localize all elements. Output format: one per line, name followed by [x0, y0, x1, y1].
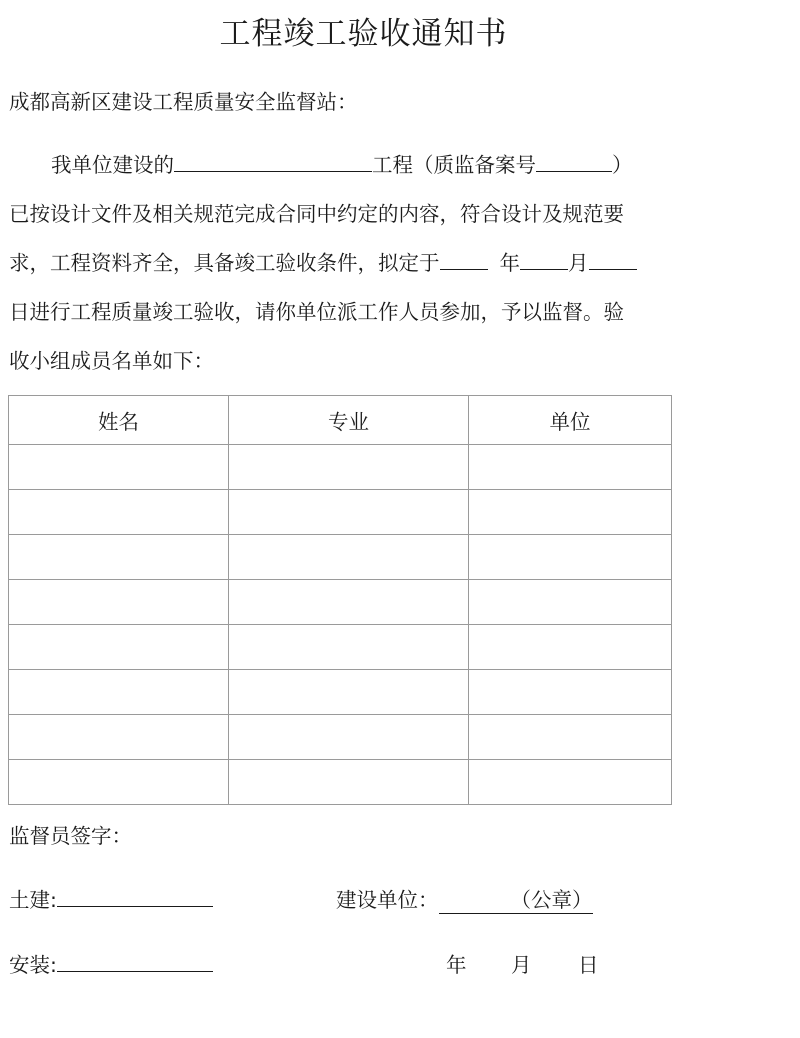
header-name: 姓名 [9, 396, 229, 445]
table-row [9, 715, 672, 760]
line3-year: 年 [499, 251, 520, 275]
table-cell[interactable] [469, 760, 672, 805]
paragraph-line-2: 已按设计文件及相关规范完成合同中约定的内容，符合设计及规范要 [9, 202, 624, 226]
project-name-blank[interactable] [174, 150, 372, 172]
signature-date-day: 日 [578, 953, 599, 977]
table-row [9, 490, 672, 535]
table-header-row [9, 396, 672, 445]
table-cell[interactable] [9, 760, 229, 805]
table-cell[interactable] [9, 670, 229, 715]
civil-signature-line [9, 883, 213, 913]
table-cell[interactable] [9, 625, 229, 670]
year-blank[interactable] [440, 248, 488, 270]
table-cell[interactable] [469, 625, 672, 670]
table-cell[interactable] [469, 535, 672, 580]
paragraph-line-3 [9, 246, 637, 276]
table-cell[interactable] [229, 670, 469, 715]
table-cell[interactable] [469, 715, 672, 760]
day-blank[interactable] [589, 248, 637, 270]
civil-signature-blank[interactable] [57, 885, 213, 907]
line1-text-b: 工程（质监备案号 [372, 153, 536, 177]
signature-date-month: 月 [511, 953, 532, 977]
table-cell[interactable] [229, 580, 469, 625]
table-cell[interactable] [469, 490, 672, 535]
line3-month: 月 [568, 251, 589, 275]
seal-label: （公章） [510, 888, 593, 912]
supervisor-signature-label: 监督员签字： [9, 824, 132, 848]
table-cell[interactable] [229, 535, 469, 580]
table-cell[interactable] [229, 715, 469, 760]
table-cell[interactable] [469, 670, 672, 715]
table-row [9, 760, 672, 805]
install-label: 安装: [9, 953, 57, 977]
table-cell[interactable] [9, 715, 229, 760]
table-row [9, 625, 672, 670]
addressee: 成都高新区建设工程质量安全监督站： [9, 90, 358, 114]
install-signature-line [9, 948, 213, 978]
table-row [9, 670, 672, 715]
table-cell[interactable] [9, 445, 229, 490]
builder-label: 建设单位： [336, 888, 439, 912]
header-unit: 单位 [469, 396, 672, 445]
table-cell[interactable] [9, 490, 229, 535]
paragraph-line-1 [51, 148, 633, 178]
signature-date-year: 年 [446, 953, 467, 977]
document-title: 工程竣工验收通知书 [219, 16, 508, 52]
filing-number-blank[interactable] [536, 150, 612, 172]
paragraph-line-5: 收小组成员名单如下： [9, 349, 214, 373]
builder-seal-blank[interactable] [439, 883, 593, 914]
table-row [9, 535, 672, 580]
builder-seal-line [336, 883, 593, 914]
table-row [9, 580, 672, 625]
table-cell[interactable] [229, 625, 469, 670]
header-specialty: 专业 [229, 396, 469, 445]
member-table [8, 395, 672, 805]
line3-text-a: 求，工程资料齐全，具备竣工验收条件，拟定于 [9, 251, 440, 275]
table-cell[interactable] [469, 445, 672, 490]
civil-label: 土建: [9, 888, 57, 912]
table-cell[interactable] [9, 535, 229, 580]
table-cell[interactable] [469, 580, 672, 625]
line1-text-c: ） [612, 153, 633, 177]
table-cell[interactable] [229, 490, 469, 535]
table-row [9, 445, 672, 490]
month-blank[interactable] [520, 248, 568, 270]
line1-text-a: 我单位建设的 [51, 153, 174, 177]
paragraph-line-4: 日进行工程质量竣工验收，请你单位派工作人员参加，予以监督。验 [9, 300, 624, 324]
install-signature-blank[interactable] [57, 950, 213, 972]
table-cell[interactable] [9, 580, 229, 625]
table-cell[interactable] [229, 760, 469, 805]
table-cell[interactable] [229, 445, 469, 490]
